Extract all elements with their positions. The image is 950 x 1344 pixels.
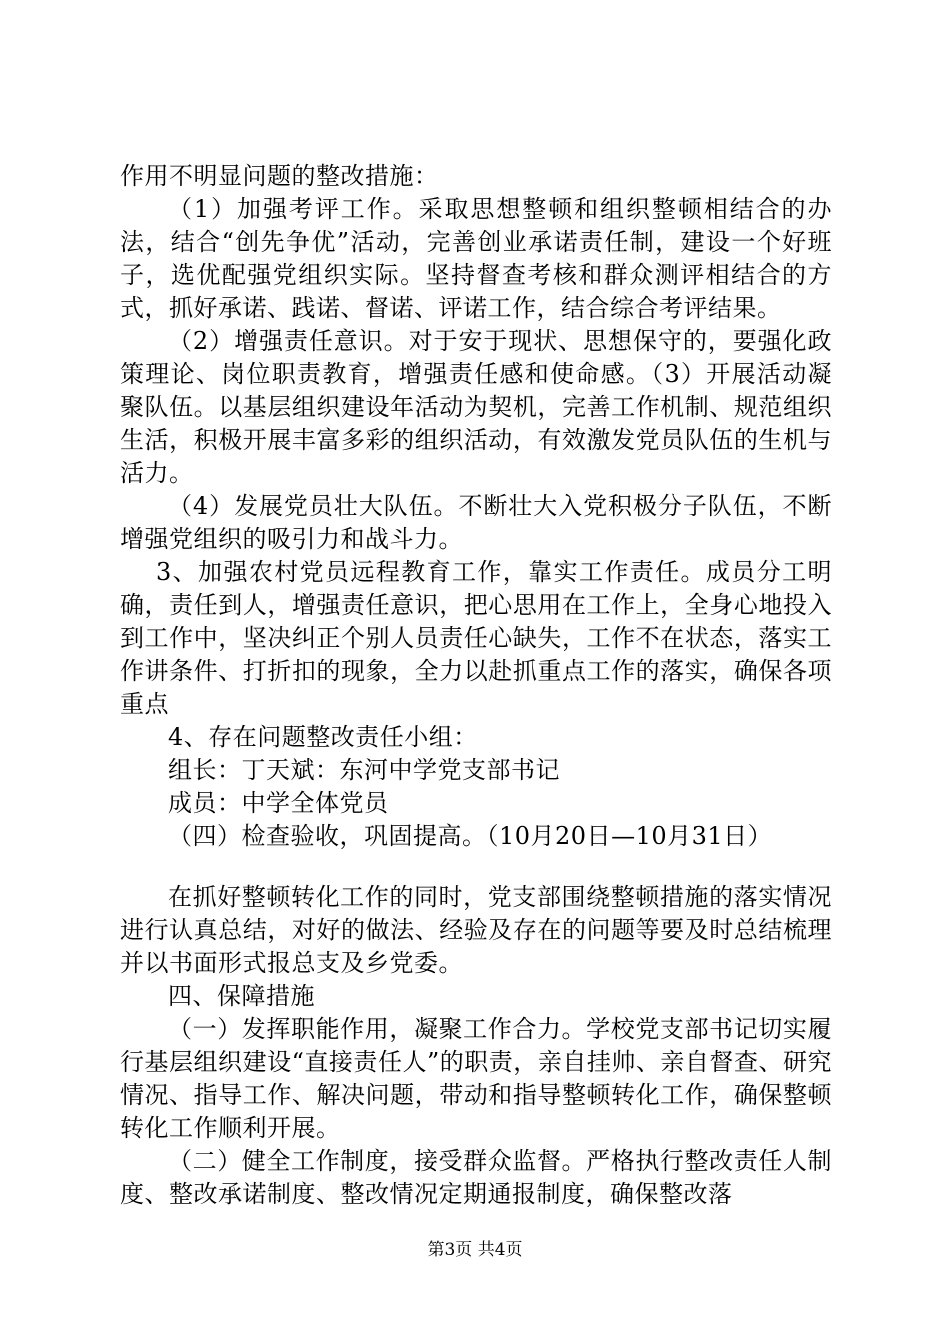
paragraph-item-2-3: （2）增强责任意识。对于安于现状、思想保守的，要强化政策理论、岗位职责教育，增强责任感和使命感。（3）开展活动凝聚队伍。以基层组织建设年活动为契机，完善工作机制、规范组织生活，积极开展丰富多彩的组织活动，有效激发党员队伍的生机与活力。 — [120, 327, 832, 487]
paragraph-intro: 作用不明显问题的整改措施： — [120, 162, 439, 190]
paragraph-summary: 在抓好整顿转化工作的同时，党支部围绕整顿措施的落实情况进行认真总结，对好的做法、经验及存在的问题等要及时总结梳理并以书面形式报总支及乡党委。 — [120, 883, 832, 977]
paragraph-gap — [120, 853, 832, 881]
paragraph-guarantee-2: （二）健全工作制度，接受群众监督。严格执行整改责任人制度、整改承诺制度、整改情况定期通报制度，确保整改落 — [120, 1147, 832, 1208]
document-body — [120, 160, 832, 1211]
paragraph-section-4: 4、存在问题整改责任小组： — [168, 723, 478, 751]
paragraph-group-members: 成员：中学全体党员 — [168, 789, 389, 817]
section-heading-guarantee: 四、保障措施 — [168, 982, 315, 1010]
paragraph-guarantee-1: （一）发挥职能作用，凝聚工作合力。学校党支部书记切实履行基层组织建设“直接责任人”的职责，亲自挂帅、亲自督查、研究情况、指导工作、解决问题，带动和指导整顿转化工作，确保整顿转化工作顺利开展。 — [120, 1015, 832, 1142]
paragraph-section-3: 3、加强农村党员远程教育工作，靠实工作责任。成员分工明确，责任到人，增强责任意识，把心思用在工作上，全身心地投入到工作中，坚决纠正个别人员责任心缺失，工作不在状态，落实工作讲条件、打折扣的现象，全力以赴抓重点工作的落实，确保各项重点 — [120, 558, 832, 718]
page-number: 第3页 共4页 — [427, 1240, 523, 1260]
paragraph-inspection-heading: （四）检查验收，巩固提高。（10月20日—10月31日） — [168, 822, 773, 850]
paragraph-item-4: （4）发展党员壮大队伍。不断壮大入党积极分子队伍，不断增强党组织的吸引力和战斗力。 — [120, 492, 832, 553]
paragraph-item-1: （1）加强考评工作。采取思想整顿和组织整顿相结合的办法，结合“创先争优”活动，完善创业承诺责任制，建设一个好班子，选优配强党组织实际。坚持督查考核和群众测评相结合的方式，抓好承诺、践诺、督诺、评诺工作，结合综合考评结果。 — [120, 195, 832, 322]
paragraph-group-leader: 组长：丁天斌：东河中学党支部书记 — [168, 756, 560, 784]
